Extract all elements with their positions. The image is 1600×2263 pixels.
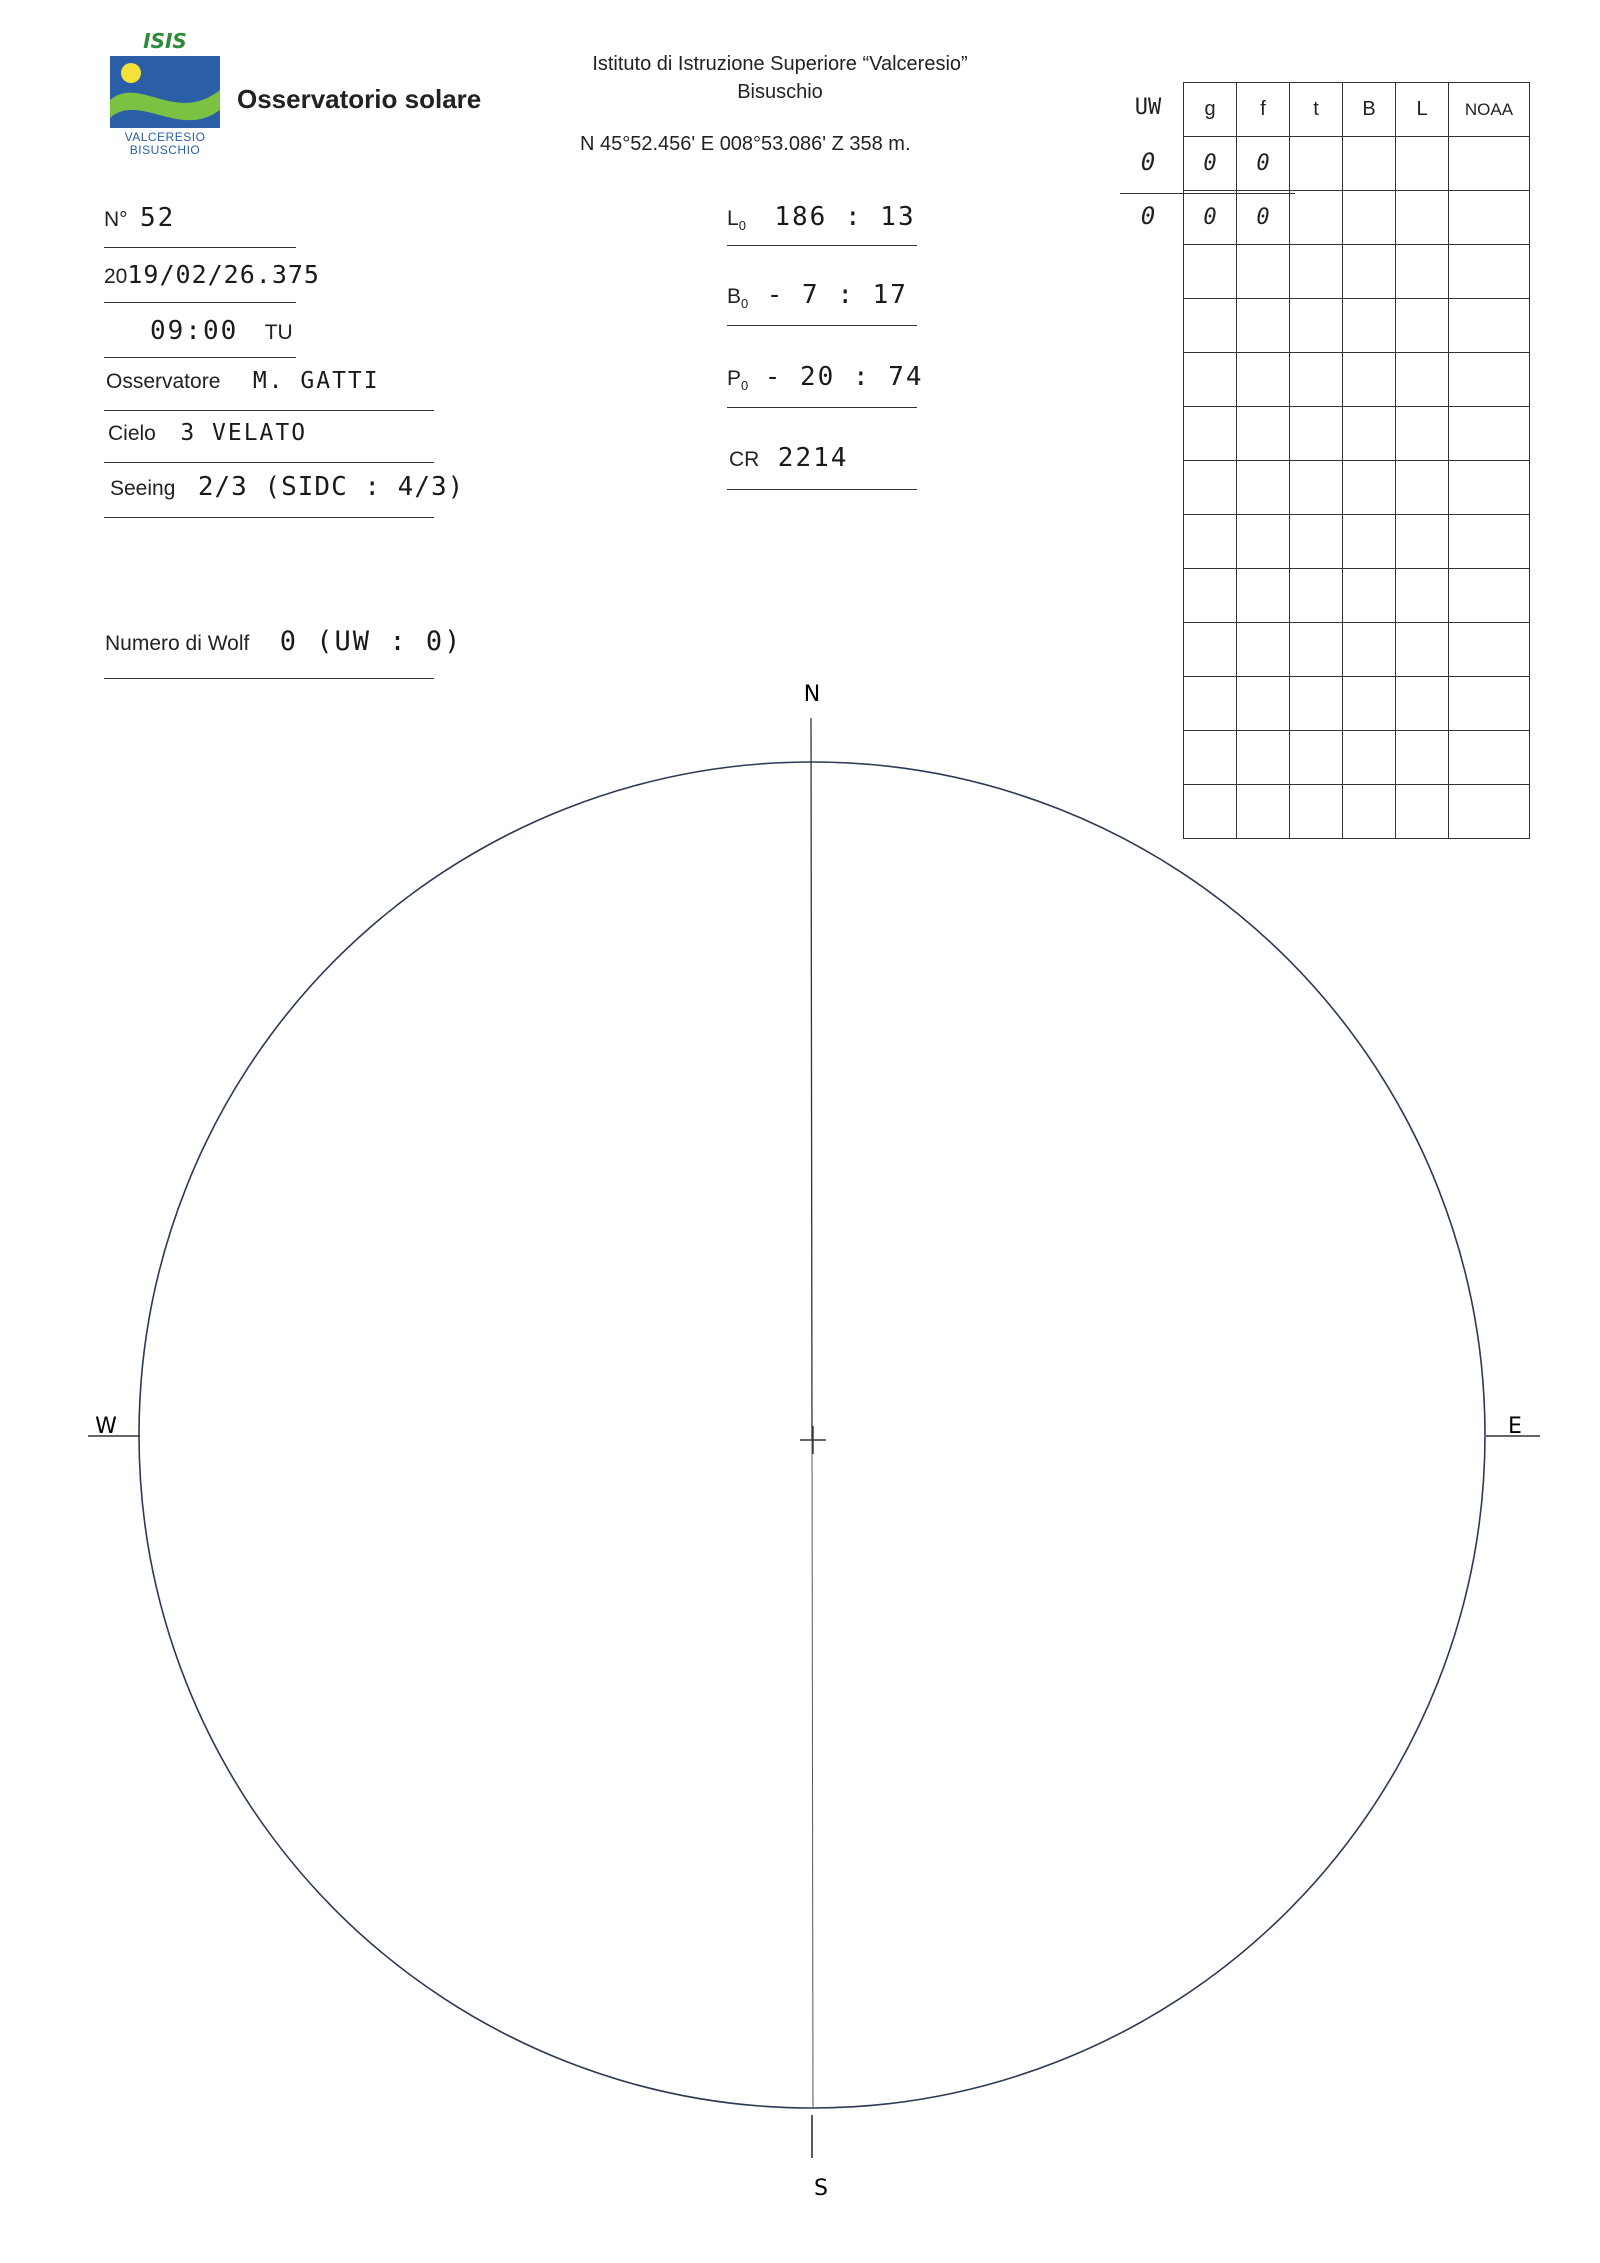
east-label: E — [1508, 1414, 1522, 1439]
uw-header: UW — [1134, 95, 1162, 120]
number-value: 52 — [140, 203, 176, 233]
observatory-coordinates: N 45°52.456' E 008°53.086' Z 358 m. — [580, 133, 911, 155]
column-header-g: g — [1184, 83, 1237, 137]
table-cell[interactable]: 0 — [1184, 137, 1237, 191]
l0-label: $L_0$ — [727, 207, 746, 234]
observatory-title: Osservatorio solare — [237, 84, 482, 114]
sky-label: Cielo — [108, 422, 156, 445]
p0-value: - 20 : 74 — [764, 362, 924, 392]
table-cell[interactable]: 0 — [1237, 191, 1290, 245]
institute-town: Bisuschio — [737, 81, 823, 103]
l0-value: 186 : 13 — [774, 202, 916, 232]
column-header-noaa: NOAA — [1449, 83, 1530, 137]
uw-value-row2: 0 — [1140, 202, 1156, 230]
column-header-f: f — [1237, 83, 1290, 137]
cr-value: 2214 — [777, 443, 849, 473]
observer-label: Osservatore — [106, 370, 221, 393]
seeing-label: Seeing — [110, 477, 176, 500]
logo-subtitle-line2: BISUSCHIO — [129, 143, 201, 157]
date-prefix: 20 — [104, 265, 128, 288]
central-meridian-upper — [811, 718, 812, 1440]
north-label: N — [803, 682, 821, 707]
sky-value: 3 VELATO — [180, 420, 308, 446]
logo-wordmark: ISIS — [143, 30, 187, 53]
table-cell[interactable]: 0 — [1237, 137, 1290, 191]
wolf-label: Numero di Wolf — [105, 632, 250, 655]
column-header-t: t — [1290, 83, 1343, 137]
cr-label: CR — [729, 448, 760, 471]
south-label: S — [814, 2176, 828, 2201]
logo-subtitle-line1: VALCERESIO — [124, 130, 206, 144]
p0-label: $P_0$ — [727, 367, 749, 394]
column-header-b: B — [1343, 83, 1396, 137]
central-meridian-lower — [812, 1440, 813, 2108]
uw-value-row1: 0 — [1140, 148, 1156, 176]
date-value: 19/02/26.375 — [127, 260, 320, 289]
number-label: N° — [104, 208, 128, 231]
seeing-value: 2/3 (SIDC : 4/3) — [197, 472, 465, 502]
b0-label: $B_0$ — [727, 285, 749, 312]
column-header-l: L — [1396, 83, 1449, 137]
wolf-value: 0 (UW : 0) — [279, 626, 463, 657]
west-label: W — [95, 1414, 117, 1439]
observer-value: M. GATTI — [252, 368, 380, 394]
institute-name: Istituto di Istruzione Superiore “Valceresio” — [592, 53, 968, 75]
b0-value: - 7 : 17 — [766, 280, 908, 310]
table-cell[interactable]: 0 — [1184, 191, 1237, 245]
time-unit: TU — [264, 321, 293, 344]
time-value: 09:00 — [150, 316, 239, 346]
